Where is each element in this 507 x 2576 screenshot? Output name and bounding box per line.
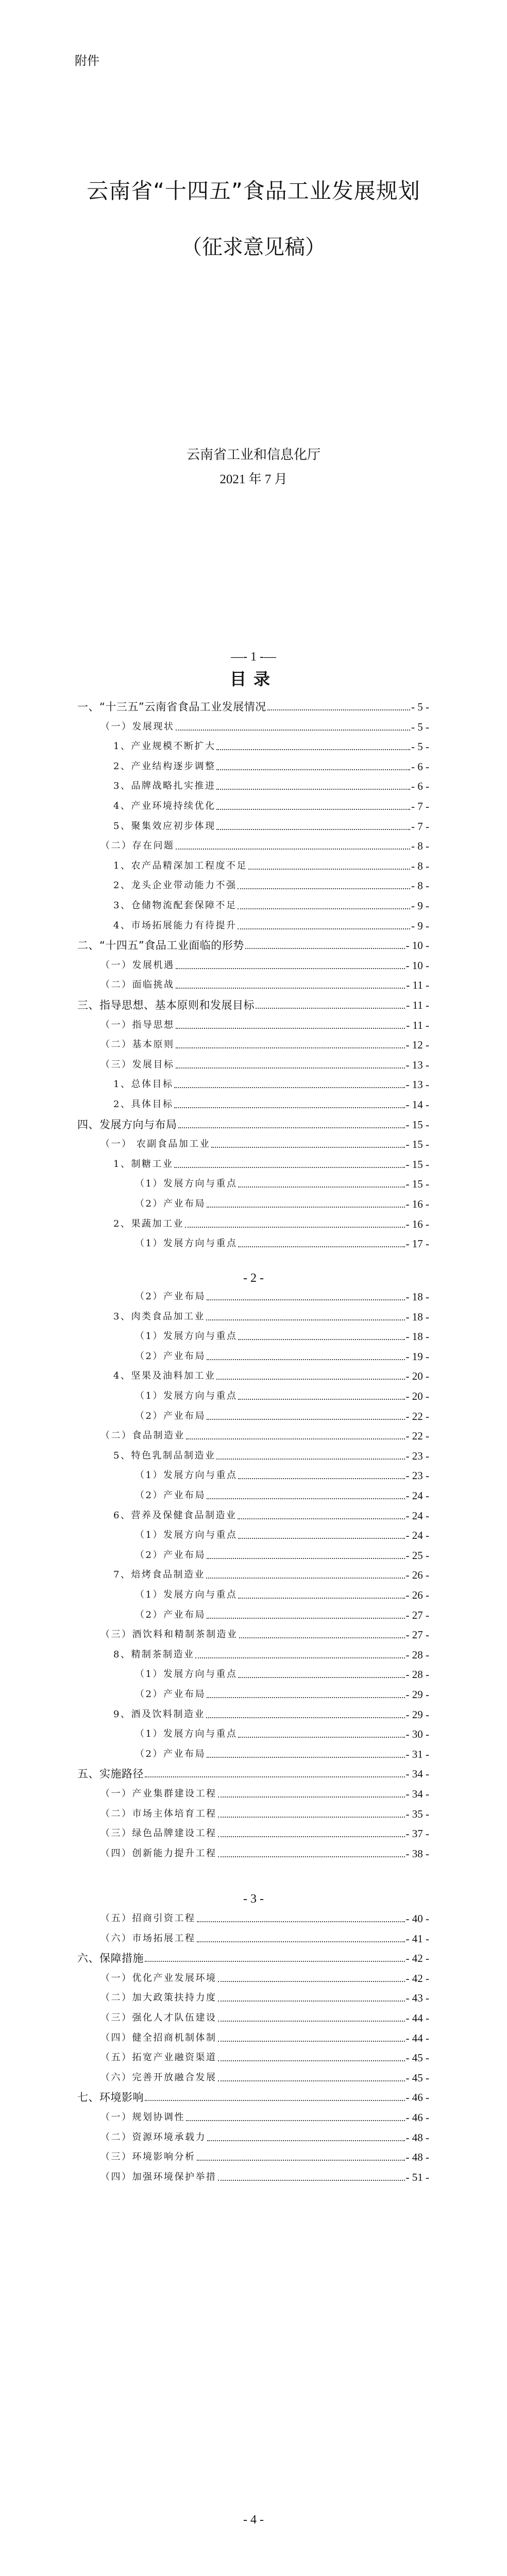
dot-leader: [218, 1797, 405, 1798]
toc-entry-title: （一）规划协调性: [100, 2112, 185, 2123]
dot-leader: [218, 2021, 405, 2022]
toc-entry[interactable]: [100, 1911, 429, 1925]
toc-entry-page: - 14 -: [405, 1098, 429, 1111]
dot-leader: [238, 928, 410, 929]
dot-leader: [238, 1538, 404, 1539]
toc-entry-page: - 48 -: [405, 2151, 429, 2164]
toc-entry-page: - 20 -: [405, 1370, 429, 1383]
dot-leader: [218, 2060, 405, 2061]
toc-entry[interactable]: [100, 720, 429, 733]
dot-leader: [197, 1941, 405, 1942]
toc-entry[interactable]: [100, 2110, 429, 2124]
toc-entry-title: （2）产业布局: [135, 1689, 206, 1700]
toc-entry[interactable]: [135, 1177, 429, 1190]
toc-entry[interactable]: [100, 978, 429, 991]
toc-entry-page: - 6 -: [411, 780, 429, 793]
toc-entry[interactable]: [100, 2150, 429, 2163]
dot-leader: [238, 1246, 404, 1247]
dot-leader: [186, 2120, 405, 2121]
toc-entry-title: 2、具体目标: [113, 1099, 174, 1110]
dot-leader: [218, 2001, 405, 2002]
toc-entry-title: 二、“十四五”食品工业面临的形势: [77, 939, 244, 952]
dot-leader: [218, 2080, 405, 2081]
dot-leader: [197, 1921, 405, 1922]
toc-entry-title: 2、龙头企业带动能力不强: [113, 880, 237, 891]
toc-entry-page: - 18 -: [405, 1330, 429, 1343]
toc-entry-page: - 51 -: [405, 2171, 429, 2183]
toc-entry-page: - 42 -: [405, 1952, 429, 1965]
toc-entry-title: 3、仓储物流配套保障不足: [113, 900, 237, 911]
toc-entry-title: 六、保障措施: [77, 1952, 144, 1965]
dot-leader: [176, 1047, 405, 1048]
dot-leader: [218, 1981, 405, 1982]
toc-entry-title: （2）产业布局: [135, 1549, 206, 1561]
toc-entry-page: - 27 -: [405, 1608, 429, 1621]
dot-leader: [207, 1419, 405, 1420]
toc-entry-page: - 9 -: [411, 900, 429, 912]
dot-leader: [176, 1028, 405, 1029]
dot-leader: [256, 1008, 405, 1009]
toc-entry-title: （二）食品制造业: [100, 1430, 185, 1442]
toc-entry[interactable]: [135, 1548, 429, 1562]
toc-entry-page: - 22 -: [405, 1430, 429, 1443]
toc-entry-title: （1）发展方向与重点: [135, 1530, 238, 1541]
toc-entry-title: 4、市场拓展能力有待提升: [113, 920, 237, 931]
toc-entry[interactable]: [113, 919, 429, 932]
toc-entry-title: 4、产业环境持续优化: [113, 801, 216, 811]
dot-leader: [145, 1776, 405, 1777]
toc-entry-title: 2、果蔬加工业: [113, 1218, 184, 1229]
issuing-organization: 云南省工业和信息化厅: [186, 447, 320, 463]
toc-entry[interactable]: [100, 1991, 429, 2004]
dot-leader: [238, 1187, 404, 1188]
dot-leader: [207, 1757, 405, 1758]
toc-entry-page: - 7 -: [411, 800, 429, 812]
document-subtitle: （征求意见稿）: [181, 235, 326, 259]
toc-entry[interactable]: [100, 1971, 429, 1985]
toc-entry[interactable]: [113, 1077, 429, 1091]
toc-entry[interactable]: [100, 1931, 429, 1945]
toc-entry-page: - 15 -: [405, 1118, 429, 1131]
toc-entry-title: （六）完善开放融合发展: [100, 2072, 217, 2083]
toc-entry-page: - 25 -: [405, 1549, 429, 1562]
toc-entry-title: 1、农产品精深加工程度不足: [113, 860, 247, 871]
dot-leader: [176, 730, 411, 731]
toc-entry-page: - 23 -: [405, 1469, 429, 1482]
toc-entry[interactable]: [113, 1568, 429, 1581]
toc-entry[interactable]: [100, 839, 429, 852]
toc-entry[interactable]: [100, 2170, 429, 2183]
toc-entry-title: （一）发展现状: [100, 721, 175, 732]
toc-entry-page: - 11 -: [406, 979, 429, 992]
toc-entry[interactable]: [100, 1826, 429, 1840]
toc-entry[interactable]: [100, 1137, 429, 1150]
dot-leader: [248, 869, 410, 870]
toc-entry[interactable]: [100, 1628, 429, 1641]
toc-entry-page: - 6 -: [411, 760, 429, 773]
toc-entry-title: 3、肉类食品加工业: [113, 1311, 205, 1322]
dot-leader: [211, 1147, 404, 1148]
dot-leader: [207, 1299, 405, 1300]
toc-entry-page: - 23 -: [405, 1449, 429, 1462]
dot-leader: [186, 1438, 405, 1439]
toc-entry-title: （1）发展方向与重点: [135, 1178, 238, 1190]
toc-entry-page: - 31 -: [405, 1748, 429, 1760]
toc-entry-page: - 28 -: [405, 1648, 429, 1661]
toc-entry[interactable]: [135, 1528, 429, 1541]
toc-entry[interactable]: [100, 2031, 429, 2044]
toc-entry[interactable]: [113, 779, 429, 792]
dot-leader: [207, 1498, 405, 1499]
toc-entry[interactable]: [113, 819, 429, 833]
dot-leader: [207, 2140, 405, 2141]
toc-entry-title: 三、指导思想、基本原则和发展目标: [77, 999, 255, 1011]
toc-entry-title: 1、制糖工业: [113, 1158, 174, 1170]
dot-leader: [145, 1961, 405, 1962]
toc-entry-title: （三）强化人才队伍建设: [100, 2012, 217, 2023]
dot-leader: [239, 1637, 405, 1638]
toc-entry-title: 3、品牌战略扎实推进: [113, 781, 216, 792]
toc-entry-page: - 38 -: [405, 1847, 429, 1860]
document-title: 云南省“十四五”食品工业发展规划: [87, 178, 420, 204]
toc-entry-page: - 16 -: [405, 1198, 429, 1210]
toc-entry-page: - 9 -: [411, 919, 429, 932]
dot-leader: [238, 888, 410, 889]
dot-leader: [207, 1618, 405, 1619]
toc-entry[interactable]: [113, 759, 429, 773]
toc-entry-page: - 40 -: [405, 1912, 429, 1925]
toc-entry[interactable]: [113, 1707, 429, 1721]
toc-entry-page: - 45 -: [405, 2071, 429, 2084]
dot-leader: [206, 1717, 405, 1718]
toc-entry-page: - 27 -: [405, 1629, 429, 1641]
toc-entry[interactable]: [135, 1468, 429, 1482]
toc-entry-title: （二）资源环境承载力: [100, 2131, 206, 2143]
toc-entry-page: - 29 -: [405, 1688, 429, 1701]
toc-entry-page: - 15 -: [405, 1158, 429, 1171]
toc-entry-title: 5、聚集效应初步体现: [113, 820, 216, 832]
issue-date: 2021 年 7 月: [219, 472, 288, 486]
annex-label: 附件: [75, 54, 99, 68]
toc-entry[interactable]: [100, 958, 429, 972]
toc-entry[interactable]: [100, 2050, 429, 2064]
dot-leader: [218, 1856, 405, 1857]
toc-entry[interactable]: [113, 899, 429, 912]
toc-entry-title: 七、环境影响: [77, 2091, 144, 2104]
toc-entry-page: - 34 -: [405, 1768, 429, 1781]
toc-entry-page: - 41 -: [405, 1932, 429, 1945]
toc-entry-title: （五）招商引资工程: [100, 1913, 196, 1924]
toc-entry[interactable]: [135, 1389, 429, 1402]
toc-entry-page: - 24 -: [405, 1489, 429, 1502]
toc-entry[interactable]: [135, 1608, 429, 1621]
toc-entry[interactable]: [135, 1687, 429, 1701]
toc-entry-title: （2）产业布局: [135, 1350, 206, 1362]
toc-entry-page: - 30 -: [405, 1728, 429, 1741]
toc-entry[interactable]: [100, 1429, 429, 1442]
toc-entry-title: （一）产业集群建设工程: [100, 1788, 217, 1799]
dot-leader: [238, 1737, 404, 1738]
dot-leader: [216, 769, 410, 770]
dot-leader: [145, 2100, 405, 2101]
page-number-3: - 3 -: [243, 1892, 264, 1906]
toc-entry[interactable]: [135, 1727, 429, 1740]
toc-entry-title: （2）产业布局: [135, 1490, 206, 1501]
toc-entry[interactable]: [135, 1290, 429, 1303]
toc-entry-title: （2）产业布局: [135, 1410, 206, 1421]
toc-entry-page: - 26 -: [405, 1589, 429, 1601]
toc-entry[interactable]: [113, 859, 429, 872]
dot-leader: [216, 829, 410, 830]
toc-entry[interactable]: [77, 938, 429, 952]
toc-entry-page: - 10 -: [405, 959, 429, 972]
toc-entry-page: - 15 -: [405, 1178, 429, 1191]
dot-leader: [216, 1379, 404, 1380]
toc-entry-page: - 19 -: [405, 1350, 429, 1363]
toc-entry-page: - 44 -: [405, 2031, 429, 2044]
toc-entry-page: - 45 -: [405, 2052, 429, 2064]
toc-entry-title: （二）加大政策扶持力度: [100, 1992, 217, 2004]
toc-entry[interactable]: [135, 1329, 429, 1343]
toc-entry-page: - 7 -: [411, 820, 429, 833]
toc-entry-title: （六）市场拓展工程: [100, 1933, 196, 1944]
toc-entry-title: （2）产业布局: [135, 1609, 206, 1620]
toc-entry[interactable]: [135, 1197, 429, 1210]
dot-leader: [218, 1836, 405, 1837]
toc-entry-page: - 44 -: [405, 2012, 429, 2024]
toc-entry-title: 9、酒及饮料制造业: [113, 1708, 205, 1720]
toc-entry-title: （二）基本原则: [100, 1039, 175, 1050]
toc-entry[interactable]: [113, 1509, 429, 1522]
dot-leader: [207, 1207, 405, 1208]
toc-entry-page: - 8 -: [411, 859, 429, 872]
toc-entry-page: - 34 -: [405, 1788, 429, 1800]
toc-entry-title: （四）加强环境保护举措: [100, 2171, 217, 2182]
dot-leader: [245, 948, 405, 949]
toc-entry-page: - 46 -: [405, 2091, 429, 2104]
toc-entry[interactable]: [135, 1409, 429, 1422]
dot-leader: [174, 1107, 404, 1108]
toc-entry-title: （二）存在问题: [100, 840, 175, 852]
toc-entry[interactable]: [77, 1767, 429, 1780]
toc-entry-title: 4、坚果及油料加工业: [113, 1370, 216, 1382]
dot-leader: [238, 1518, 404, 1519]
toc-entry-title: （三）绿色品牌建设工程: [100, 1828, 217, 1839]
dot-leader: [197, 2160, 405, 2161]
toc-entry[interactable]: [113, 1097, 429, 1111]
toc-entry[interactable]: [135, 1747, 429, 1760]
dot-leader: [176, 968, 405, 969]
dot-leader: [238, 1478, 404, 1479]
toc-entry-page: - 5 -: [411, 720, 429, 733]
toc-entry[interactable]: [113, 1217, 429, 1230]
toc-entry-title: 5、特色乳制品制造业: [113, 1450, 216, 1461]
toc-entry-title: （二）面临挑战: [100, 979, 175, 991]
toc-entry-title: （1）发展方向与重点: [135, 1470, 238, 1481]
toc-entry[interactable]: [113, 799, 429, 812]
dot-leader: [176, 849, 411, 850]
toc-entry-page: - 5 -: [411, 740, 429, 753]
dot-leader: [195, 1657, 404, 1658]
toc-entry-title: （1）发展方向与重点: [135, 1589, 238, 1600]
toc-entry[interactable]: [100, 2011, 429, 2024]
toc-entry-title: （二）市场主体培育工程: [100, 1808, 217, 1819]
toc-entry-page: - 37 -: [405, 1827, 429, 1840]
toc-entry[interactable]: [77, 700, 429, 713]
toc-entry[interactable]: [113, 1369, 429, 1382]
toc-entry-page: - 13 -: [405, 1078, 429, 1091]
toc-entry[interactable]: [100, 2071, 429, 2084]
toc-entry-page: - 35 -: [405, 1807, 429, 1820]
toc-entry-page: - 24 -: [405, 1509, 429, 1522]
toc-entry-title: 8、精制茶制造业: [113, 1649, 195, 1660]
toc-entry[interactable]: [135, 1588, 429, 1601]
toc-entry-page: - 17 -: [405, 1238, 429, 1250]
dot-leader: [207, 1558, 405, 1559]
toc-entry-page: - 5 -: [411, 701, 429, 713]
toc-entry[interactable]: [113, 739, 429, 753]
page-number-1: —- 1 -—: [231, 650, 276, 664]
toc-entry[interactable]: [100, 1787, 429, 1800]
toc-entry[interactable]: [100, 1846, 429, 1860]
toc-entry-page: - 29 -: [405, 1708, 429, 1721]
page-number-4: - 4 -: [243, 2513, 264, 2527]
dot-leader: [238, 1677, 404, 1678]
toc-entry-page: - 48 -: [405, 2131, 429, 2144]
toc-entry-page: - 16 -: [405, 1217, 429, 1230]
toc-entry-title: （三）发展目标: [100, 1059, 175, 1070]
toc-entry[interactable]: [113, 1157, 429, 1171]
toc-entry[interactable]: [100, 1038, 429, 1051]
dot-leader: [206, 1319, 405, 1320]
toc-entry-page: - 12 -: [405, 1039, 429, 1052]
dot-leader: [267, 709, 410, 710]
dot-leader: [216, 749, 410, 750]
toc-entry-title: （1）发展方向与重点: [135, 1238, 238, 1249]
toc-entry-title: （2）产业布局: [135, 1748, 206, 1759]
toc-entry[interactable]: [77, 1951, 429, 1964]
dot-leader: [174, 1087, 404, 1088]
toc-entry-page: - 8 -: [411, 840, 429, 853]
toc-entry[interactable]: [113, 1449, 429, 1462]
toc-entry-title: （2）产业布局: [135, 1198, 206, 1209]
toc-entry-title: （一） 农副食品加工业: [100, 1139, 211, 1150]
toc-entry[interactable]: [135, 1488, 429, 1502]
toc-title: 目录: [229, 669, 277, 689]
toc-entry[interactable]: [113, 878, 429, 892]
dot-leader: [176, 988, 405, 989]
toc-entry-page: - 15 -: [405, 1138, 429, 1151]
toc-entry-title: 1、产业规模不断扩大: [113, 741, 216, 752]
toc-entry-page: - 11 -: [406, 1019, 429, 1031]
toc-entry-title: 2、产业结构逐步调整: [113, 760, 216, 772]
toc-entry-page: - 10 -: [405, 939, 429, 952]
toc-entry-title: （三）环境影响分析: [100, 2151, 196, 2163]
toc-entry-title: （1）发展方向与重点: [135, 1669, 238, 1680]
dot-leader: [216, 789, 410, 790]
dot-leader: [216, 809, 410, 810]
toc-entry[interactable]: [100, 1807, 429, 1820]
toc-entry-title: （1）发展方向与重点: [135, 1391, 238, 1401]
toc-entry[interactable]: [77, 2090, 429, 2104]
toc-entry-page: - 13 -: [405, 1058, 429, 1071]
toc-entry-title: （一）指导思想: [100, 1019, 175, 1030]
toc-entry-title: 五、实施路径: [77, 1768, 144, 1781]
toc-entry-page: - 18 -: [405, 1291, 429, 1303]
toc-entry-title: （四）创新能力提升工程: [100, 1848, 217, 1859]
dot-leader: [238, 1598, 404, 1599]
toc-entry[interactable]: [77, 1117, 429, 1131]
toc-entry-page: - 46 -: [405, 2111, 429, 2124]
toc-entry[interactable]: [100, 1018, 429, 1031]
dot-leader: [218, 1817, 405, 1818]
toc-entry[interactable]: [135, 1236, 429, 1250]
dot-leader: [206, 1578, 405, 1579]
toc-entry-page: - 28 -: [405, 1668, 429, 1681]
dot-leader: [238, 1339, 404, 1340]
toc-entry[interactable]: [113, 1310, 429, 1323]
toc-entry[interactable]: [135, 1667, 429, 1681]
dot-leader: [238, 908, 410, 909]
dot-leader: [207, 1697, 405, 1698]
toc-entry[interactable]: [113, 1648, 429, 1661]
toc-entry-page: - 18 -: [405, 1310, 429, 1323]
toc-entry-page: - 43 -: [405, 1992, 429, 2005]
toc-entry-title: （一）优化产业发展环境: [100, 1972, 217, 1984]
dot-leader: [216, 1459, 404, 1460]
toc-entry-page: - 24 -: [405, 1529, 429, 1542]
toc-entry-page: - 20 -: [405, 1390, 429, 1402]
toc-entry-title: 7、焙烤食品制造业: [113, 1569, 205, 1581]
toc-entry-title: 6、营养及保健食品制造业: [113, 1510, 237, 1521]
dot-leader: [207, 1359, 405, 1360]
dot-leader: [218, 2041, 405, 2042]
toc-entry[interactable]: [135, 1349, 429, 1363]
dot-leader: [176, 1067, 405, 1069]
toc-entry-title: （四）健全招商机制体制: [100, 2032, 217, 2043]
toc-entry-title: （五）拓宽产业融资渠道: [100, 2052, 217, 2063]
dot-leader: [218, 2180, 405, 2181]
toc-entry-page: - 22 -: [405, 1410, 429, 1422]
toc-entry-page: - 26 -: [405, 1569, 429, 1582]
dot-leader: [174, 1167, 404, 1168]
toc-entry[interactable]: [100, 1058, 429, 1071]
toc-entry-title: （三）酒饮料和精制茶制造业: [100, 1629, 238, 1640]
toc-entry-title: （一）发展机遇: [100, 959, 175, 971]
toc-entry-page: - 11 -: [406, 999, 429, 1011]
toc-entry-title: 一、“十三五”云南省食品工业发展情况: [77, 701, 266, 713]
page-number-2: - 2 -: [243, 1272, 264, 1285]
toc-entry-page: - 8 -: [411, 879, 429, 892]
toc-entry-title: 四、发展方向与布局: [77, 1118, 177, 1131]
toc-entry-page: - 42 -: [405, 1972, 429, 1985]
toc-entry-title: （2）产业布局: [135, 1291, 206, 1302]
toc-entry-title: 1、总体目标: [113, 1079, 174, 1090]
dot-leader: [185, 1227, 405, 1228]
toc-entry-title: （1）发展方向与重点: [135, 1331, 238, 1342]
toc-entry[interactable]: [100, 2130, 429, 2144]
toc-entry-title: （1）发展方向与重点: [135, 1728, 238, 1740]
dot-leader: [178, 1127, 405, 1128]
dot-leader: [238, 1399, 404, 1400]
toc-entry[interactable]: [77, 998, 429, 1011]
